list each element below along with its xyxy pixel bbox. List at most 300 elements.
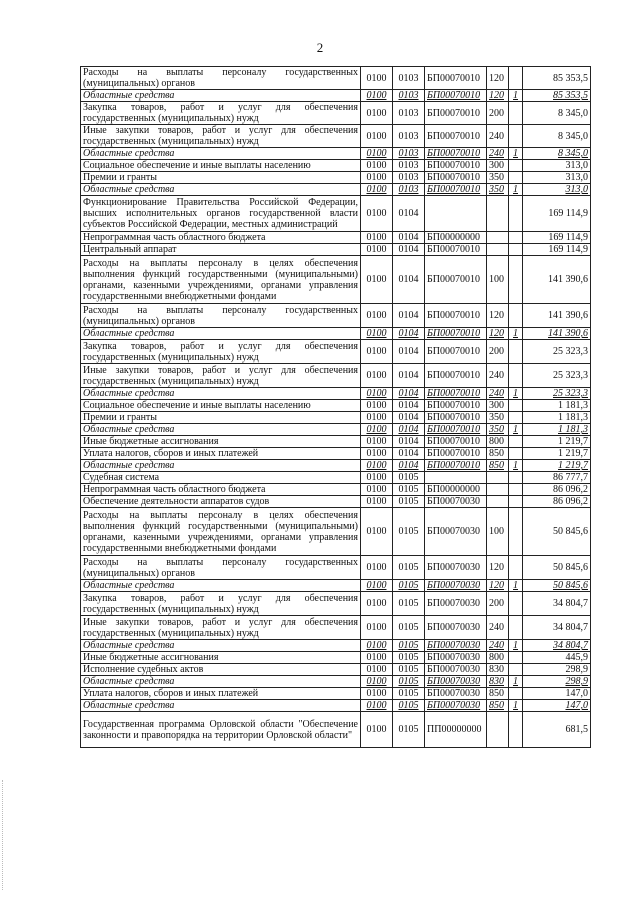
row-target-code: БП00070010 bbox=[425, 148, 487, 160]
table-row bbox=[81, 400, 591, 412]
row-section-code: 0100 bbox=[361, 664, 393, 676]
row-section-code: 0100 bbox=[361, 148, 393, 160]
row-name: Областные средства bbox=[81, 700, 361, 712]
row-target-code: БП00070010 bbox=[425, 102, 487, 125]
budget-table bbox=[80, 66, 591, 748]
row-source-group bbox=[509, 688, 523, 700]
table-row bbox=[81, 664, 591, 676]
row-name: Исполнение судебных актов bbox=[81, 664, 361, 676]
row-subsection-code: 0105 bbox=[393, 556, 425, 580]
row-expense-type: 350 bbox=[487, 424, 509, 436]
row-amount: 141 390,6 bbox=[523, 304, 591, 328]
row-subsection-code: 0105 bbox=[393, 664, 425, 676]
row-section-code: 0100 bbox=[361, 232, 393, 244]
row-subsection-code: 0104 bbox=[393, 256, 425, 304]
table-row-regional-funds bbox=[81, 90, 591, 102]
row-expense-type bbox=[487, 232, 509, 244]
row-expense-type: 120 bbox=[487, 90, 509, 102]
row-section-code: 0100 bbox=[361, 484, 393, 496]
row-name: Иные бюджетные ассигнования bbox=[81, 652, 361, 664]
row-amount: 313,0 bbox=[523, 160, 591, 172]
table-row bbox=[81, 232, 591, 244]
row-amount: 25 323,3 bbox=[523, 340, 591, 364]
table-row-regional-funds bbox=[81, 676, 591, 688]
row-target-code: БП00070030 bbox=[425, 616, 487, 640]
row-section-code: 0100 bbox=[361, 436, 393, 448]
row-expense-type: 200 bbox=[487, 340, 509, 364]
row-amount: 86 777,7 bbox=[523, 472, 591, 484]
row-target-code: БП00070010 bbox=[425, 172, 487, 184]
row-amount: 298,9 bbox=[523, 664, 591, 676]
row-section-code: 0100 bbox=[361, 496, 393, 508]
row-target-code: БП00000000 bbox=[425, 484, 487, 496]
row-amount: 169 114,9 bbox=[523, 232, 591, 244]
row-amount: 34 804,7 bbox=[523, 640, 591, 652]
row-name: Социальное обеспечение и иные выплаты населению bbox=[81, 400, 361, 412]
row-section-code: 0100 bbox=[361, 256, 393, 304]
table-row bbox=[81, 256, 591, 304]
row-name: Расходы на выплаты персоналу государственных (муниципальных) органов bbox=[81, 304, 361, 328]
row-expense-type: 120 bbox=[487, 67, 509, 90]
row-amount: 8 345,0 bbox=[523, 148, 591, 160]
row-expense-type: 800 bbox=[487, 436, 509, 448]
row-target-code: БП00070030 bbox=[425, 652, 487, 664]
row-expense-type bbox=[487, 244, 509, 256]
row-section-code: 0100 bbox=[361, 652, 393, 664]
row-target-code: БП00070010 bbox=[425, 364, 487, 388]
row-expense-type: 200 bbox=[487, 592, 509, 616]
row-expense-type: 240 bbox=[487, 148, 509, 160]
row-expense-type: 120 bbox=[487, 580, 509, 592]
row-name: Областные средства bbox=[81, 388, 361, 400]
row-source-group bbox=[509, 652, 523, 664]
table-row bbox=[81, 196, 591, 232]
row-source-group: 1 bbox=[509, 424, 523, 436]
row-amount: 298,9 bbox=[523, 676, 591, 688]
row-subsection-code: 0104 bbox=[393, 436, 425, 448]
row-name: Областные средства bbox=[81, 460, 361, 472]
row-name: Областные средства bbox=[81, 328, 361, 340]
row-target-code: БП00070010 bbox=[425, 448, 487, 460]
row-name: Судебная система bbox=[81, 472, 361, 484]
row-amount: 445,9 bbox=[523, 652, 591, 664]
row-subsection-code: 0104 bbox=[393, 400, 425, 412]
row-source-group bbox=[509, 400, 523, 412]
table-row bbox=[81, 412, 591, 424]
table-row-regional-funds bbox=[81, 184, 591, 196]
row-target-code: БП00070010 bbox=[425, 412, 487, 424]
table-row-regional-funds bbox=[81, 424, 591, 436]
row-amount: 86 096,2 bbox=[523, 496, 591, 508]
row-amount: 1 181,3 bbox=[523, 412, 591, 424]
table-row-regional-funds bbox=[81, 640, 591, 652]
row-target-code: БП00070010 bbox=[425, 388, 487, 400]
row-name: Уплата налогов, сборов и иных платежей bbox=[81, 688, 361, 700]
row-expense-type bbox=[487, 196, 509, 232]
row-subsection-code: 0105 bbox=[393, 640, 425, 652]
row-amount: 85 353,5 bbox=[523, 90, 591, 102]
row-target-code bbox=[425, 196, 487, 232]
table-row bbox=[81, 172, 591, 184]
row-target-code: БП00070030 bbox=[425, 496, 487, 508]
table-row bbox=[81, 616, 591, 640]
table-row-regional-funds bbox=[81, 328, 591, 340]
row-subsection-code: 0105 bbox=[393, 496, 425, 508]
row-amount: 50 845,6 bbox=[523, 556, 591, 580]
row-source-group bbox=[509, 244, 523, 256]
row-subsection-code: 0103 bbox=[393, 102, 425, 125]
row-source-group bbox=[509, 67, 523, 90]
table-row bbox=[81, 484, 591, 496]
row-source-group: 1 bbox=[509, 640, 523, 652]
row-source-group bbox=[509, 196, 523, 232]
row-subsection-code: 0105 bbox=[393, 580, 425, 592]
table-row bbox=[81, 436, 591, 448]
page-number: 2 bbox=[316, 40, 324, 55]
row-section-code: 0100 bbox=[361, 700, 393, 712]
row-target-code: БП00070010 bbox=[425, 424, 487, 436]
row-subsection-code: 0104 bbox=[393, 460, 425, 472]
row-subsection-code: 0104 bbox=[393, 364, 425, 388]
row-name: Областные средства bbox=[81, 90, 361, 102]
row-source-group: 1 bbox=[509, 184, 523, 196]
row-section-code: 0100 bbox=[361, 328, 393, 340]
row-source-group: 1 bbox=[509, 580, 523, 592]
row-subsection-code: 0104 bbox=[393, 448, 425, 460]
row-expense-type: 850 bbox=[487, 700, 509, 712]
row-target-code: БП00070010 bbox=[425, 125, 487, 148]
row-target-code: БП00070030 bbox=[425, 556, 487, 580]
row-expense-type: 830 bbox=[487, 676, 509, 688]
row-subsection-code: 0103 bbox=[393, 90, 425, 102]
row-target-code: БП00070010 bbox=[425, 436, 487, 448]
row-subsection-code: 0103 bbox=[393, 148, 425, 160]
row-expense-type: 300 bbox=[487, 160, 509, 172]
row-amount: 147,0 bbox=[523, 700, 591, 712]
row-subsection-code: 0104 bbox=[393, 412, 425, 424]
row-target-code: БП00070010 bbox=[425, 328, 487, 340]
row-expense-type: 240 bbox=[487, 364, 509, 388]
row-target-code: БП00070030 bbox=[425, 688, 487, 700]
row-source-group bbox=[509, 712, 523, 748]
row-source-group bbox=[509, 472, 523, 484]
row-section-code: 0100 bbox=[361, 90, 393, 102]
row-subsection-code: 0105 bbox=[393, 616, 425, 640]
row-section-code: 0100 bbox=[361, 688, 393, 700]
row-source-group bbox=[509, 616, 523, 640]
row-amount: 313,0 bbox=[523, 172, 591, 184]
row-source-group bbox=[509, 364, 523, 388]
row-source-group bbox=[509, 556, 523, 580]
row-expense-type: 120 bbox=[487, 556, 509, 580]
row-section-code: 0100 bbox=[361, 102, 393, 125]
row-expense-type: 350 bbox=[487, 412, 509, 424]
row-source-group: 1 bbox=[509, 460, 523, 472]
row-subsection-code: 0105 bbox=[393, 688, 425, 700]
row-amount: 25 323,3 bbox=[523, 388, 591, 400]
row-expense-type: 240 bbox=[487, 616, 509, 640]
row-target-code: БП00070010 bbox=[425, 400, 487, 412]
table-row bbox=[81, 364, 591, 388]
row-section-code: 0100 bbox=[361, 67, 393, 90]
row-section-code: 0100 bbox=[361, 616, 393, 640]
row-target-code: БП00070010 bbox=[425, 460, 487, 472]
row-target-code: БП00000000 bbox=[425, 232, 487, 244]
row-section-code: 0100 bbox=[361, 400, 393, 412]
row-target-code: БП00070010 bbox=[425, 244, 487, 256]
table-row-regional-funds bbox=[81, 580, 591, 592]
row-amount: 25 323,3 bbox=[523, 364, 591, 388]
row-name: Иные закупки товаров, работ и услуг для обеспечения государственных (муниципальных) нужд bbox=[81, 125, 361, 148]
row-subsection-code: 0104 bbox=[393, 304, 425, 328]
row-target-code: БП00070030 bbox=[425, 580, 487, 592]
row-source-group bbox=[509, 172, 523, 184]
row-expense-type: 850 bbox=[487, 460, 509, 472]
row-name: Закупка товаров, работ и услуг для обеспечения государственных (муниципальных) нужд bbox=[81, 592, 361, 616]
row-section-code: 0100 bbox=[361, 472, 393, 484]
row-amount: 313,0 bbox=[523, 184, 591, 196]
row-section-code: 0100 bbox=[361, 712, 393, 748]
row-subsection-code: 0105 bbox=[393, 712, 425, 748]
row-target-code: ПП00000000 bbox=[425, 712, 487, 748]
table-row bbox=[81, 102, 591, 125]
row-expense-type: 100 bbox=[487, 508, 509, 556]
row-name: Обеспечение деятельности аппаратов судов bbox=[81, 496, 361, 508]
row-source-group bbox=[509, 664, 523, 676]
row-amount: 85 353,5 bbox=[523, 67, 591, 90]
table-row bbox=[81, 448, 591, 460]
row-expense-type: 850 bbox=[487, 448, 509, 460]
row-name: Областные средства bbox=[81, 148, 361, 160]
table-row bbox=[81, 160, 591, 172]
row-target-code: БП00070030 bbox=[425, 508, 487, 556]
row-name: Уплата налогов, сборов и иных платежей bbox=[81, 448, 361, 460]
row-subsection-code: 0104 bbox=[393, 388, 425, 400]
row-target-code: БП00070030 bbox=[425, 700, 487, 712]
row-section-code: 0100 bbox=[361, 184, 393, 196]
row-subsection-code: 0104 bbox=[393, 232, 425, 244]
row-section-code: 0100 bbox=[361, 196, 393, 232]
row-name: Непрограммная часть областного бюджета bbox=[81, 232, 361, 244]
row-name: Областные средства bbox=[81, 580, 361, 592]
row-expense-type: 800 bbox=[487, 652, 509, 664]
row-name: Областные средства bbox=[81, 424, 361, 436]
table-row-regional-funds bbox=[81, 460, 591, 472]
row-section-code: 0100 bbox=[361, 304, 393, 328]
row-subsection-code: 0103 bbox=[393, 184, 425, 196]
row-subsection-code: 0104 bbox=[393, 244, 425, 256]
row-name: Расходы на выплаты персоналу в целях обеспечения выполнения функций государственными (муниципальными) органами, казенными учреждениями, органами управления государственными внебюджетными фондами bbox=[81, 256, 361, 304]
row-section-code: 0100 bbox=[361, 244, 393, 256]
row-target-code: БП00070010 bbox=[425, 160, 487, 172]
row-expense-type: 300 bbox=[487, 400, 509, 412]
table-row bbox=[81, 688, 591, 700]
row-source-group: 1 bbox=[509, 328, 523, 340]
row-subsection-code: 0105 bbox=[393, 484, 425, 496]
row-target-code: БП00070030 bbox=[425, 592, 487, 616]
row-section-code: 0100 bbox=[361, 676, 393, 688]
row-expense-type: 350 bbox=[487, 172, 509, 184]
row-amount: 141 390,6 bbox=[523, 256, 591, 304]
row-expense-type bbox=[487, 472, 509, 484]
scan-margin-marks bbox=[2, 780, 7, 890]
row-section-code: 0100 bbox=[361, 448, 393, 460]
row-target-code: БП00070010 bbox=[425, 67, 487, 90]
row-name: Государственная программа Орловской области "Обеспечение законности и правопорядка на территории Орловской области" bbox=[81, 712, 361, 748]
row-section-code: 0100 bbox=[361, 592, 393, 616]
row-section-code: 0100 bbox=[361, 460, 393, 472]
row-amount: 1 219,7 bbox=[523, 460, 591, 472]
row-subsection-code: 0105 bbox=[393, 676, 425, 688]
row-subsection-code: 0103 bbox=[393, 67, 425, 90]
row-target-code: БП00070010 bbox=[425, 304, 487, 328]
row-subsection-code: 0105 bbox=[393, 508, 425, 556]
row-expense-type: 100 bbox=[487, 256, 509, 304]
row-amount: 34 804,7 bbox=[523, 592, 591, 616]
row-amount: 1 181,3 bbox=[523, 424, 591, 436]
row-amount: 169 114,9 bbox=[523, 196, 591, 232]
row-expense-type: 240 bbox=[487, 125, 509, 148]
row-name: Иные бюджетные ассигнования bbox=[81, 436, 361, 448]
table-row bbox=[81, 67, 591, 90]
row-section-code: 0100 bbox=[361, 388, 393, 400]
row-name: Областные средства bbox=[81, 184, 361, 196]
row-section-code: 0100 bbox=[361, 424, 393, 436]
row-name: Расходы на выплаты персоналу в целях обеспечения выполнения функций государственными (муниципальными) органами, казенными учреждениями, органами управления государственными внебюджетными фондами bbox=[81, 508, 361, 556]
row-target-code: БП00070010 bbox=[425, 256, 487, 304]
row-subsection-code: 0105 bbox=[393, 652, 425, 664]
row-name: Закупка товаров, работ и услуг для обеспечения государственных (муниципальных) нужд bbox=[81, 340, 361, 364]
table-row bbox=[81, 244, 591, 256]
row-expense-type: 120 bbox=[487, 328, 509, 340]
table-row bbox=[81, 472, 591, 484]
row-subsection-code: 0103 bbox=[393, 160, 425, 172]
row-source-group: 1 bbox=[509, 388, 523, 400]
row-subsection-code: 0105 bbox=[393, 700, 425, 712]
row-target-code: БП00070030 bbox=[425, 676, 487, 688]
row-source-group bbox=[509, 484, 523, 496]
row-expense-type: 120 bbox=[487, 304, 509, 328]
table-row bbox=[81, 508, 591, 556]
row-name: Непрограммная часть областного бюджета bbox=[81, 484, 361, 496]
row-source-group bbox=[509, 125, 523, 148]
row-target-code: БП00070030 bbox=[425, 664, 487, 676]
row-source-group bbox=[509, 436, 523, 448]
row-target-code: БП00070010 bbox=[425, 340, 487, 364]
row-expense-type: 200 bbox=[487, 102, 509, 125]
row-source-group bbox=[509, 496, 523, 508]
row-amount: 8 345,0 bbox=[523, 125, 591, 148]
row-name: Областные средства bbox=[81, 676, 361, 688]
row-subsection-code: 0104 bbox=[393, 424, 425, 436]
row-name: Премии и гранты bbox=[81, 412, 361, 424]
row-name: Иные закупки товаров, работ и услуг для обеспечения государственных (муниципальных) нужд bbox=[81, 616, 361, 640]
row-expense-type bbox=[487, 484, 509, 496]
row-section-code: 0100 bbox=[361, 125, 393, 148]
row-source-group bbox=[509, 448, 523, 460]
table-row bbox=[81, 304, 591, 328]
row-subsection-code: 0104 bbox=[393, 328, 425, 340]
row-source-group bbox=[509, 508, 523, 556]
row-expense-type: 350 bbox=[487, 184, 509, 196]
row-source-group bbox=[509, 256, 523, 304]
row-expense-type: 850 bbox=[487, 688, 509, 700]
row-subsection-code: 0103 bbox=[393, 172, 425, 184]
table-row bbox=[81, 652, 591, 664]
row-target-code bbox=[425, 472, 487, 484]
row-source-group bbox=[509, 102, 523, 125]
table-row bbox=[81, 496, 591, 508]
row-section-code: 0100 bbox=[361, 364, 393, 388]
table-row bbox=[81, 556, 591, 580]
table-row bbox=[81, 340, 591, 364]
row-target-code: БП00070010 bbox=[425, 184, 487, 196]
row-source-group: 1 bbox=[509, 90, 523, 102]
row-section-code: 0100 bbox=[361, 640, 393, 652]
row-amount: 169 114,9 bbox=[523, 244, 591, 256]
row-amount: 34 804,7 bbox=[523, 616, 591, 640]
row-subsection-code: 0105 bbox=[393, 592, 425, 616]
row-amount: 681,5 bbox=[523, 712, 591, 748]
table-row bbox=[81, 712, 591, 748]
row-amount: 147,0 bbox=[523, 688, 591, 700]
row-target-code: БП00070010 bbox=[425, 90, 487, 102]
table-row-regional-funds bbox=[81, 700, 591, 712]
row-amount: 1 219,7 bbox=[523, 436, 591, 448]
row-name: Расходы на выплаты персоналу государственных (муниципальных) органов bbox=[81, 556, 361, 580]
row-subsection-code: 0104 bbox=[393, 340, 425, 364]
row-name: Областные средства bbox=[81, 640, 361, 652]
table-row bbox=[81, 125, 591, 148]
row-section-code: 0100 bbox=[361, 412, 393, 424]
row-expense-type: 830 bbox=[487, 664, 509, 676]
row-amount: 141 390,6 bbox=[523, 328, 591, 340]
row-section-code: 0100 bbox=[361, 160, 393, 172]
row-name: Закупка товаров, работ и услуг для обеспечения государственных (муниципальных) нужд bbox=[81, 102, 361, 125]
row-amount: 8 345,0 bbox=[523, 102, 591, 125]
row-section-code: 0100 bbox=[361, 580, 393, 592]
row-name: Расходы на выплаты персоналу государственных (муниципальных) органов bbox=[81, 67, 361, 90]
row-section-code: 0100 bbox=[361, 172, 393, 184]
row-name: Иные закупки товаров, работ и услуг для обеспечения государственных (муниципальных) нужд bbox=[81, 364, 361, 388]
row-section-code: 0100 bbox=[361, 508, 393, 556]
row-source-group bbox=[509, 304, 523, 328]
table-row bbox=[81, 592, 591, 616]
row-amount: 1 219,7 bbox=[523, 448, 591, 460]
row-source-group: 1 bbox=[509, 700, 523, 712]
row-amount: 86 096,2 bbox=[523, 484, 591, 496]
row-subsection-code: 0103 bbox=[393, 125, 425, 148]
row-source-group bbox=[509, 160, 523, 172]
row-section-code: 0100 bbox=[361, 556, 393, 580]
row-source-group bbox=[509, 592, 523, 616]
table-row-regional-funds bbox=[81, 148, 591, 160]
row-source-group bbox=[509, 232, 523, 244]
row-section-code: 0100 bbox=[361, 340, 393, 364]
row-amount: 50 845,6 bbox=[523, 580, 591, 592]
row-expense-type bbox=[487, 496, 509, 508]
row-name: Функционирование Правительства Российской Федерации, высших исполнительных органов государственной власти субъектов Российской Федерации, местных администраций bbox=[81, 196, 361, 232]
row-subsection-code: 0105 bbox=[393, 472, 425, 484]
row-source-group bbox=[509, 412, 523, 424]
row-source-group bbox=[509, 340, 523, 364]
row-subsection-code: 0104 bbox=[393, 196, 425, 232]
row-source-group: 1 bbox=[509, 676, 523, 688]
budget-table-body bbox=[81, 67, 591, 748]
row-expense-type bbox=[487, 712, 509, 748]
row-amount: 50 845,6 bbox=[523, 508, 591, 556]
row-name: Премии и гранты bbox=[81, 172, 361, 184]
